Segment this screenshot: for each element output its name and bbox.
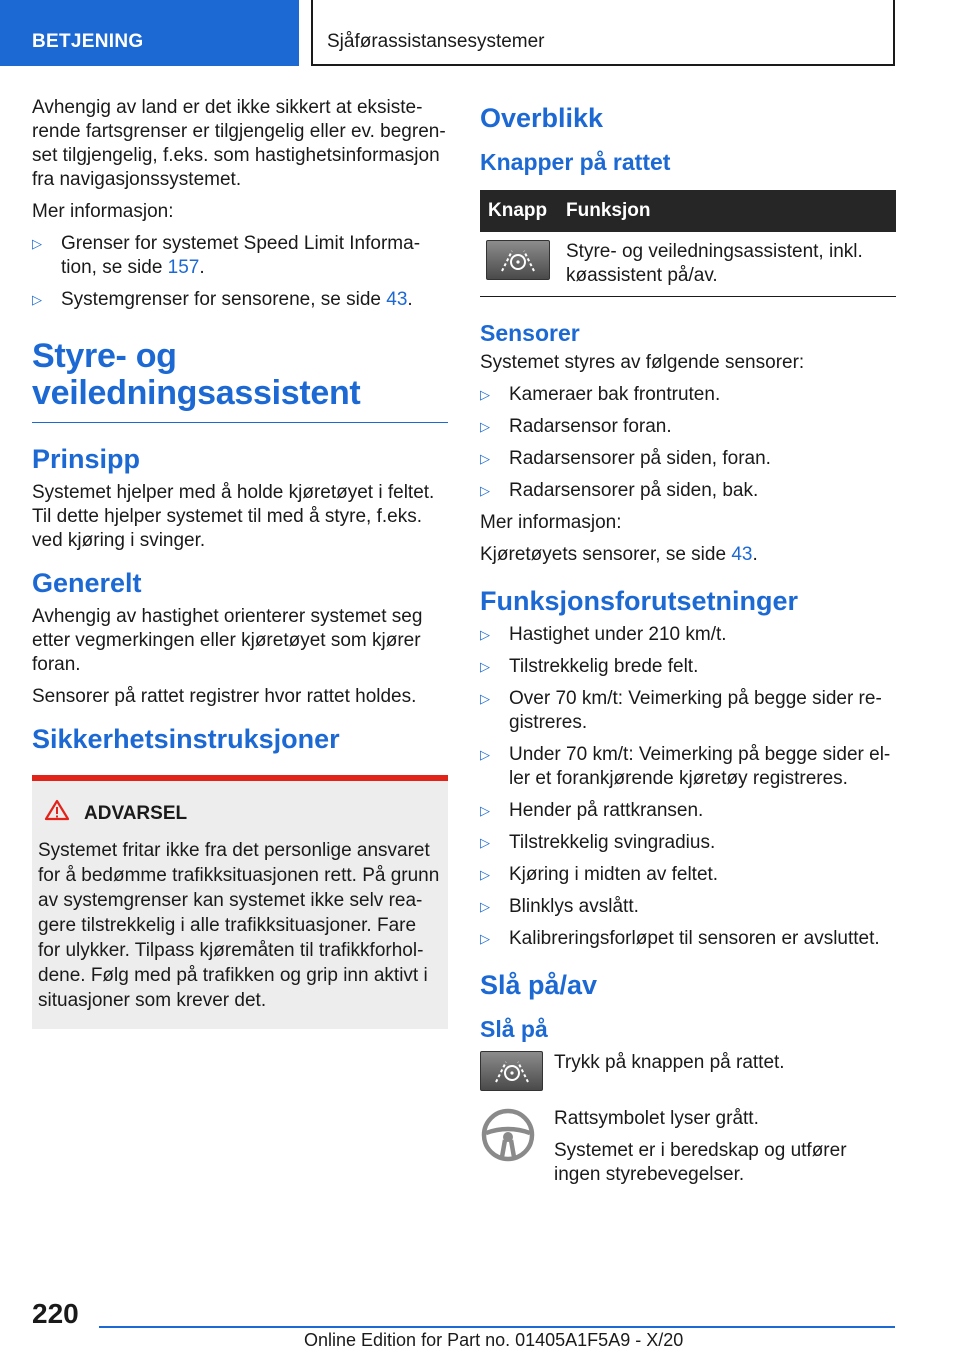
list-item: [480, 447, 896, 471]
bullet-triangle-icon: ▷: [480, 451, 490, 466]
footer-edition: Online Edition for Part no. 01405A1F5A9 - X/20: [304, 1330, 684, 1350]
list-item-text: Kalibreringsforløpet til sensoren er avsluttet.: [509, 928, 880, 949]
list-item-text: Radarsensor foran.: [509, 416, 672, 437]
page-header: [0, 0, 960, 66]
table-row: [480, 232, 896, 297]
sensor-list: [480, 383, 896, 503]
table-header-funksjon: Funksjon: [558, 190, 896, 232]
list-item-text: Blinklys avslått.: [509, 896, 639, 917]
warning-triangle-icon: [44, 799, 70, 828]
punctuation: .: [199, 257, 205, 278]
step-icon-container: [480, 1051, 546, 1091]
press-button-step: [480, 1051, 896, 1091]
bullet-triangle-icon: ▷: [480, 483, 490, 498]
heading-overblikk: Overblikk: [480, 103, 604, 133]
heading-generelt: Generelt: [32, 568, 142, 598]
step-icon-container: [480, 1107, 546, 1195]
sensorer-intro: Systemet styres av følgende sensorer:: [480, 352, 805, 373]
page-link[interactable]: 157: [167, 257, 200, 278]
bullet-triangle-icon: ▷: [480, 803, 490, 818]
list-item-text: Tilstrekkelig brede felt.: [509, 656, 699, 677]
sensor-reference: [480, 543, 896, 567]
bullet-triangle-icon: ▷: [480, 899, 490, 914]
heading-funksjonsforutsetninger: Funksjonsforutsetninger: [480, 586, 799, 616]
list-item: [480, 415, 896, 439]
page-number: 220: [32, 1298, 79, 1329]
list-item-text: Hastighet under 210 km/t.: [509, 624, 727, 645]
punctuation: .: [407, 289, 413, 310]
list-item-text: Radarsensorer på siden, foran.: [509, 448, 771, 469]
chapter-title: Sjåførassistansesystemer: [311, 0, 895, 66]
list-item-text: Tilstrekkelig svingradius.: [509, 832, 716, 853]
heading-sikkerhet: Sikkerhetsinstruksjoner: [32, 724, 340, 754]
list-item-text: Kjøring i midten av feltet.: [509, 864, 719, 885]
footer-divider: [99, 1326, 895, 1328]
wheel-status-line-2: Systemet er i beredskap og utfører ingen styrebevegelser.: [554, 1140, 847, 1185]
list-item: [480, 895, 896, 919]
more-info-label: Mer informasjon:: [32, 201, 174, 222]
list-item: [480, 799, 896, 823]
list-item: [480, 743, 896, 791]
generelt-paragraph-2: Sensorer på rattet registrer hvor rattet holdes.: [32, 686, 417, 707]
bullet-triangle-icon: ▷: [32, 236, 42, 251]
left-column: [32, 96, 448, 1029]
list-item: [480, 623, 896, 647]
heading-sla-pa-av: Slå på/av: [480, 970, 598, 1000]
intro-paragraph: Avhengig av land er det ikke sikkert at eksiste-rende fartsgrenser er tilgjengelig eller ev. begren-set tilgjengelig, f.eks. som hastighetsinformasjon fra navigasjonssystemet.: [32, 97, 446, 190]
section-tab: BETJENING: [0, 0, 299, 66]
prinsipp-paragraph: Systemet hjelper med å holde kjøretøyet i feltet. Til dette hjelper systemet til med å styre, f.eks. ved kjøring i svinger.: [32, 482, 435, 551]
bullet-triangle-icon: ▷: [480, 931, 490, 946]
steering-wheel-icon: [480, 1107, 536, 1163]
steering-assist-button-icon: [486, 240, 550, 280]
heading-prinsipp: Prinsipp: [32, 444, 141, 474]
warning-title-text: ADVARSEL: [84, 802, 188, 824]
reference-list: [32, 232, 448, 312]
warning-title: [38, 799, 440, 828]
bullet-triangle-icon: ▷: [480, 387, 490, 402]
press-button-text: Trykk på knappen på rattet.: [554, 1052, 785, 1073]
list-item: [480, 863, 896, 887]
heading-sla-pa: Slå på: [480, 1016, 548, 1042]
generelt-paragraph-1: Avhengig av hastighet orienterer systemet seg etter vegmerkingen eller kjøretøyet som kjører foran.: [32, 606, 423, 675]
list-item: [480, 687, 896, 735]
page-link[interactable]: 43: [731, 544, 753, 565]
bullet-triangle-icon: ▷: [480, 627, 490, 642]
list-item-text: Over 70 km/t: Veimerking på begge sider re-gistreres.: [509, 688, 882, 733]
right-column: [480, 96, 896, 1205]
warning-box: [32, 775, 448, 1029]
steering-assist-button-icon: [480, 1051, 543, 1091]
reference-text: Kjøretøyets sensorer, se side: [480, 544, 732, 565]
wheel-status-text: [546, 1107, 896, 1195]
bullet-triangle-icon: ▷: [480, 835, 490, 850]
bullet-triangle-icon: ▷: [480, 747, 490, 762]
bullet-triangle-icon: ▷: [480, 867, 490, 882]
bullet-triangle-icon: ▷: [480, 659, 490, 674]
list-item: [480, 479, 896, 503]
list-item-text: Hender på rattkransen.: [509, 800, 704, 821]
list-item-text: Grenser for systemet Speed Limit Informa-tion, se side: [61, 233, 421, 278]
list-item-text: Under 70 km/t: Veimerking på begge sider el-ler et forankjørende kjøretøy registreres.: [509, 744, 891, 789]
punctuation: .: [752, 544, 758, 565]
bullet-triangle-icon: ▷: [32, 292, 42, 307]
bullet-triangle-icon: ▷: [480, 419, 490, 434]
list-item: [480, 383, 896, 407]
list-item: [480, 831, 896, 855]
major-heading: Styre- og veiledningsassistent: [32, 320, 448, 423]
more-info-label: Mer informasjon:: [480, 512, 622, 533]
list-item: [480, 655, 896, 679]
heading-sensorer: Sensorer: [480, 320, 580, 346]
list-item: [32, 232, 448, 280]
requirements-list: [480, 623, 896, 951]
wheel-status-step: [480, 1107, 896, 1195]
wheel-status-line-1: Rattsymbolet lyser grått.: [554, 1108, 759, 1129]
table-header-knapp: Knapp: [480, 190, 558, 232]
list-item: [32, 288, 448, 312]
table-cell-icon: [480, 232, 558, 297]
list-item: [480, 927, 896, 951]
warning-body: Systemet fritar ikke fra det personlige ansvaret for å bedømme trafikksituasjonen rett. På grunn av systemgrenser kan systemet ikke selv rea-gere tilstrekkelig i alle trafikksituasjoner. Fare for ulykker. Tilpass kjøremåten til trafikkforhol-dene. Følg med på trafikken og grip inn aktivt i situasjoner som krever det.: [38, 840, 440, 1011]
page-link[interactable]: 43: [386, 289, 408, 310]
list-item-text: Radarsensorer på siden, bak.: [509, 480, 759, 501]
list-item-text: Systemgrenser for sensorene, se side: [61, 289, 387, 310]
bullet-triangle-icon: ▷: [480, 691, 490, 706]
button-table: [480, 190, 896, 297]
list-item-text: Kameraer bak frontruten.: [509, 384, 721, 405]
table-cell-function: Styre- og veiledningsassistent, inkl. køassistent på/av.: [558, 232, 896, 297]
heading-knapper: Knapper på rattet: [480, 149, 671, 175]
